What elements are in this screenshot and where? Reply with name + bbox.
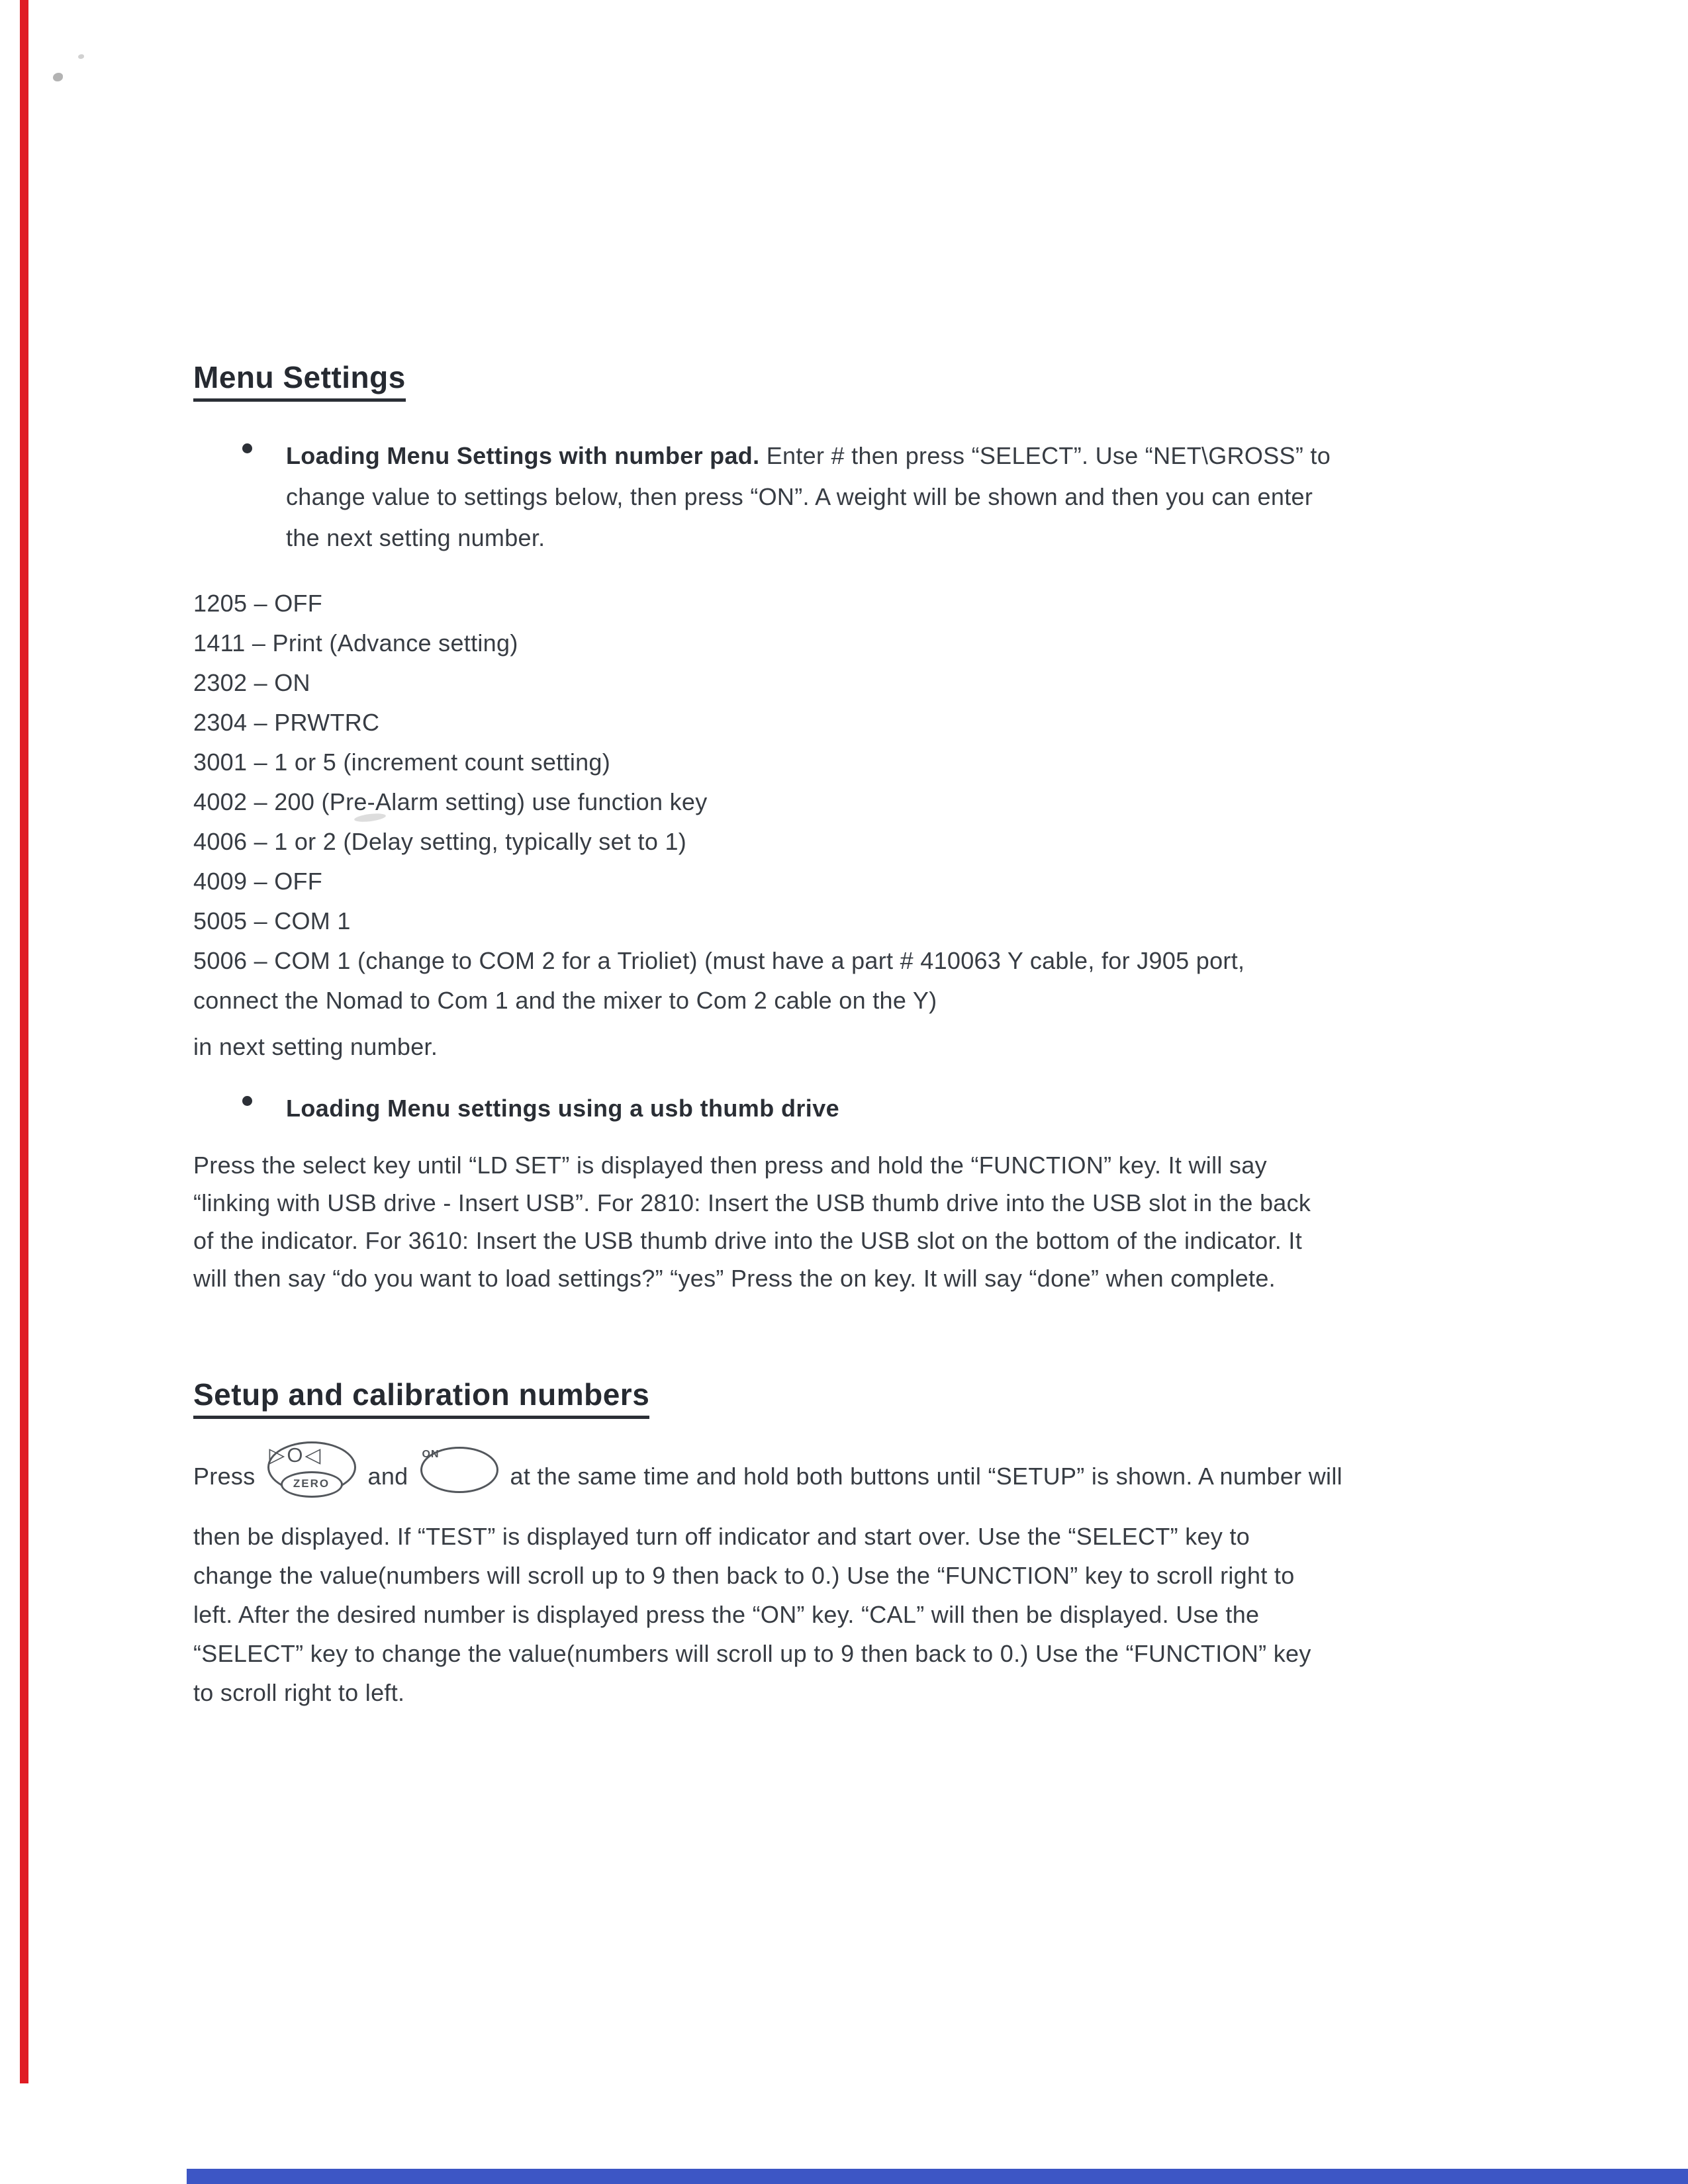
- paragraph-line: to scroll right to left.: [193, 1679, 405, 1706]
- usb-instructions-paragraph: [193, 1146, 1311, 1297]
- zero-button-icon: [267, 1441, 356, 1493]
- paragraph-line: of the indicator. For 3610: Insert the USB thumb drive into the USB slot on the bottom of the indicator. It: [193, 1227, 1303, 1254]
- scan-speck: [53, 73, 63, 81]
- setting-line: 4002 – 200 (Pre-Alarm setting) use function key: [193, 788, 708, 815]
- bullet-line: [193, 435, 1517, 477]
- bullet-bold-lead: Loading Menu Settings with number pad.: [286, 442, 760, 469]
- paragraph-line: change the value(numbers will scroll up to 9 then back to 0.) Use the “FUNCTION” key to scroll right to: [193, 1562, 1295, 1589]
- paragraph-line: “SELECT” key to change the value(numbers will scroll up to 9 then back to 0.) Use the “FUNCTION” key: [193, 1640, 1311, 1667]
- loading-with-number-pad-bullet: [193, 435, 1517, 559]
- loading-usb-bullet: [193, 1088, 1517, 1129]
- paragraph-line: Press the select key until “LD SET” is displayed then press and hold the “FUNCTION” key. It will say: [193, 1152, 1267, 1179]
- setup-calibration-heading: Setup and calibration numbers: [193, 1377, 649, 1419]
- setting-line: 2302 – ON: [193, 669, 310, 696]
- bullet-line: [193, 1088, 1517, 1129]
- scan-speck: [78, 54, 84, 59]
- setting-line: 3001 – 1 or 5 (increment count setting): [193, 749, 611, 776]
- paragraph-line: will then say “do you want to load settings?” “yes” Press the on key. It will say “done” when complete.: [193, 1265, 1276, 1292]
- bullet-bold-lead: Loading Menu settings using a usb thumb drive: [286, 1095, 840, 1122]
- menu-settings-list: [193, 584, 1244, 1067]
- on-label: ON: [422, 1449, 440, 1460]
- zero-symbols: ▷O◁: [269, 1443, 323, 1467]
- bullet-text-line: the next setting number.: [286, 524, 545, 551]
- press-word: Press: [193, 1463, 256, 1490]
- on-button-icon: [420, 1447, 498, 1493]
- setting-line: 5006 – COM 1 (change to COM 2 for a Trioliet) (must have a part # 410063 Y cable, for J905 port,: [193, 947, 1245, 974]
- paragraph-line: then be displayed. If “TEST” is displayed turn off indicator and start over. Use the “SELECT” key to: [193, 1523, 1250, 1550]
- setting-line: in next setting number.: [193, 1033, 438, 1060]
- setting-line: 2304 – PRWTRC: [193, 709, 380, 736]
- and-word: and: [367, 1463, 408, 1490]
- setup-instructions-paragraph: [193, 1517, 1311, 1712]
- bullet-text-line: change value to settings below, then press “ON”. A weight will be shown and then you can enter: [286, 483, 1313, 510]
- menu-settings-heading: Menu Settings: [193, 359, 406, 402]
- setting-line: 1205 – OFF: [193, 590, 323, 617]
- zero-label: ZERO: [281, 1471, 343, 1498]
- setting-line: 4006 – 1 or 2 (Delay setting, typically set to 1): [193, 828, 687, 855]
- press-buttons-line: [193, 1441, 1342, 1494]
- setting-line: connect the Nomad to Com 1 and the mixer to Com 2 cable on the Y): [193, 987, 937, 1014]
- paragraph-line: “linking with USB drive - Insert USB”. For 2810: Insert the USB thumb drive into the USB slot in the back: [193, 1189, 1311, 1216]
- setting-line: 5005 – COM 1: [193, 907, 351, 934]
- bullet-text: Enter # then press “SELECT”. Use “NET\GROSS” to: [759, 442, 1331, 469]
- setting-line: 4009 – OFF: [193, 868, 323, 895]
- paragraph-line: left. After the desired number is displayed press the “ON” key. “CAL” will then be displayed. Use the: [193, 1601, 1260, 1628]
- bullet-icon: [242, 443, 252, 453]
- bullet-icon: [242, 1096, 252, 1106]
- scan-edge-blue-stripe: [187, 2169, 1688, 2184]
- press-line-text: at the same time and hold both buttons until “SETUP” is shown. A number will: [510, 1463, 1342, 1490]
- scan-edge-red-stripe: [20, 0, 28, 2083]
- setting-line: 1411 – Print (Advance setting): [193, 629, 518, 657]
